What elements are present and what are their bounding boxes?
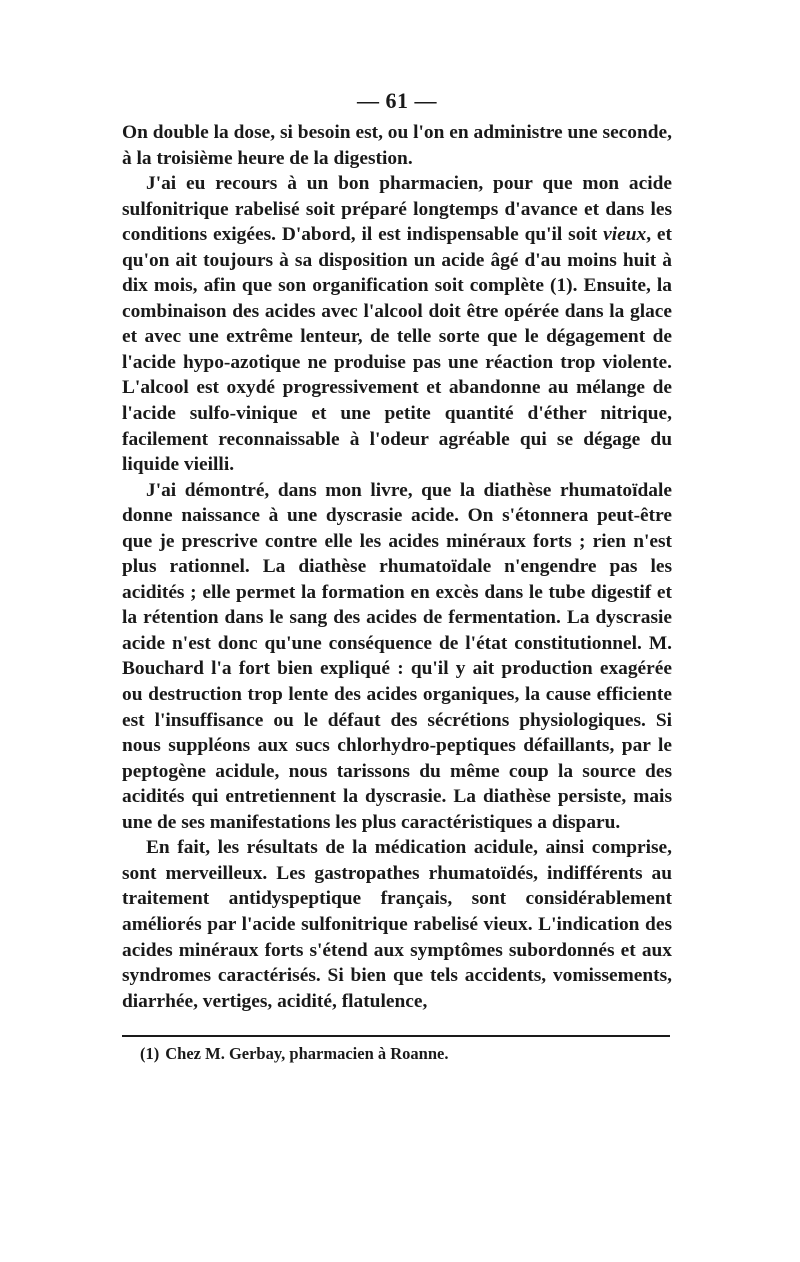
paragraph-text: On double la dose, si besoin est, ou l'on en administre une seconde, à la troisième heure de la digestion. — [122, 122, 672, 169]
page-number: — 61 — — [357, 88, 437, 113]
paragraph-p3 — [122, 478, 672, 836]
paragraph-p2 — [122, 171, 672, 478]
paragraph-p1 — [122, 120, 672, 171]
footnote-marker: (1) — [140, 1044, 160, 1063]
footnote-text: Chez M. Gerbay, pharmacien à Roanne. — [165, 1044, 449, 1063]
paragraph-text: En fait, les résultats de la médication acidule, ainsi comprise, sont merveilleux. Les gastropathes rhumatoïdés, indifférents au traitement antidyspeptique français, sont considérablement améliorés par l'acide sulfonitrique rabelisé vieux. L'indication des acides minéraux forts s'étend aux symptômes subordonnés et aux syndromes caractérisés. Si bien que tels accidents, vomissements, diarrhée, vertiges, acidité, flatulence, — [122, 837, 672, 1012]
paragraph-p4 — [122, 835, 672, 1014]
paragraph-text: J'ai eu recours à un bon pharmacien, pour que mon acide sulfonitrique rabelisé soit préparé longtemps d'avance et dans les conditions exigées. D'abord, il est indispensable qu'il soit — [122, 173, 672, 246]
emphasis-text: vieux — [603, 224, 647, 246]
footnote — [140, 1044, 448, 1064]
page-content — [122, 88, 672, 1014]
body-text — [122, 120, 672, 1014]
paragraph-text: , et qu'on ait toujours à sa disposition un acide âgé d'au moins huit à dix mois, afin que son organification soit complète (1). Ensuite, la combinaison des acides avec l'alcool doit être opérée dans la glace et avec une extrême lenteur, de telle sorte que le dégagement de l'acide hypo-azotique ne produise pas une réaction trop violente. L'alcool est oxydé progressivement et abandonne au mélange de l'acide sulfo-vinique et une petite quantité d'éther nitrique, facilement reconnaissable à l'odeur agréable qui se dégage du liquide vieilli. — [122, 224, 672, 476]
paragraph-text: J'ai démontré, dans mon livre, que la diathèse rhumatoïdale donne naissance à une dyscrasie acide. On s'étonnera peut-être que je prescrive contre elle les acides minéraux forts ; rien n'est plus rationnel. La diathèse rhumatoïdale n'engendre pas les acidités ; elle permet la formation en excès dans le tube digestif et la rétention dans le sang des acides de fermentation. La dyscrasie acide n'est donc qu'une conséquence de l'état constitutionnel. M. Bouchard l'a fort bien expliqué : qu'il y ait production exagérée ou destruction trop lente des acides organiques, la cause efficiente est l'insuffisance ou le défaut des sécrétions physiologiques. Si nous suppléons aux sucs chlorhydro-peptiques défaillants, par le peptogène acidule, nous tarissons du même coup la source des acidités qui entretiennent la dyscrasie. La diathèse persiste, mais une de ses manifestations les plus caractéristiques a disparu. — [122, 479, 672, 833]
footnote-divider — [122, 1035, 670, 1037]
